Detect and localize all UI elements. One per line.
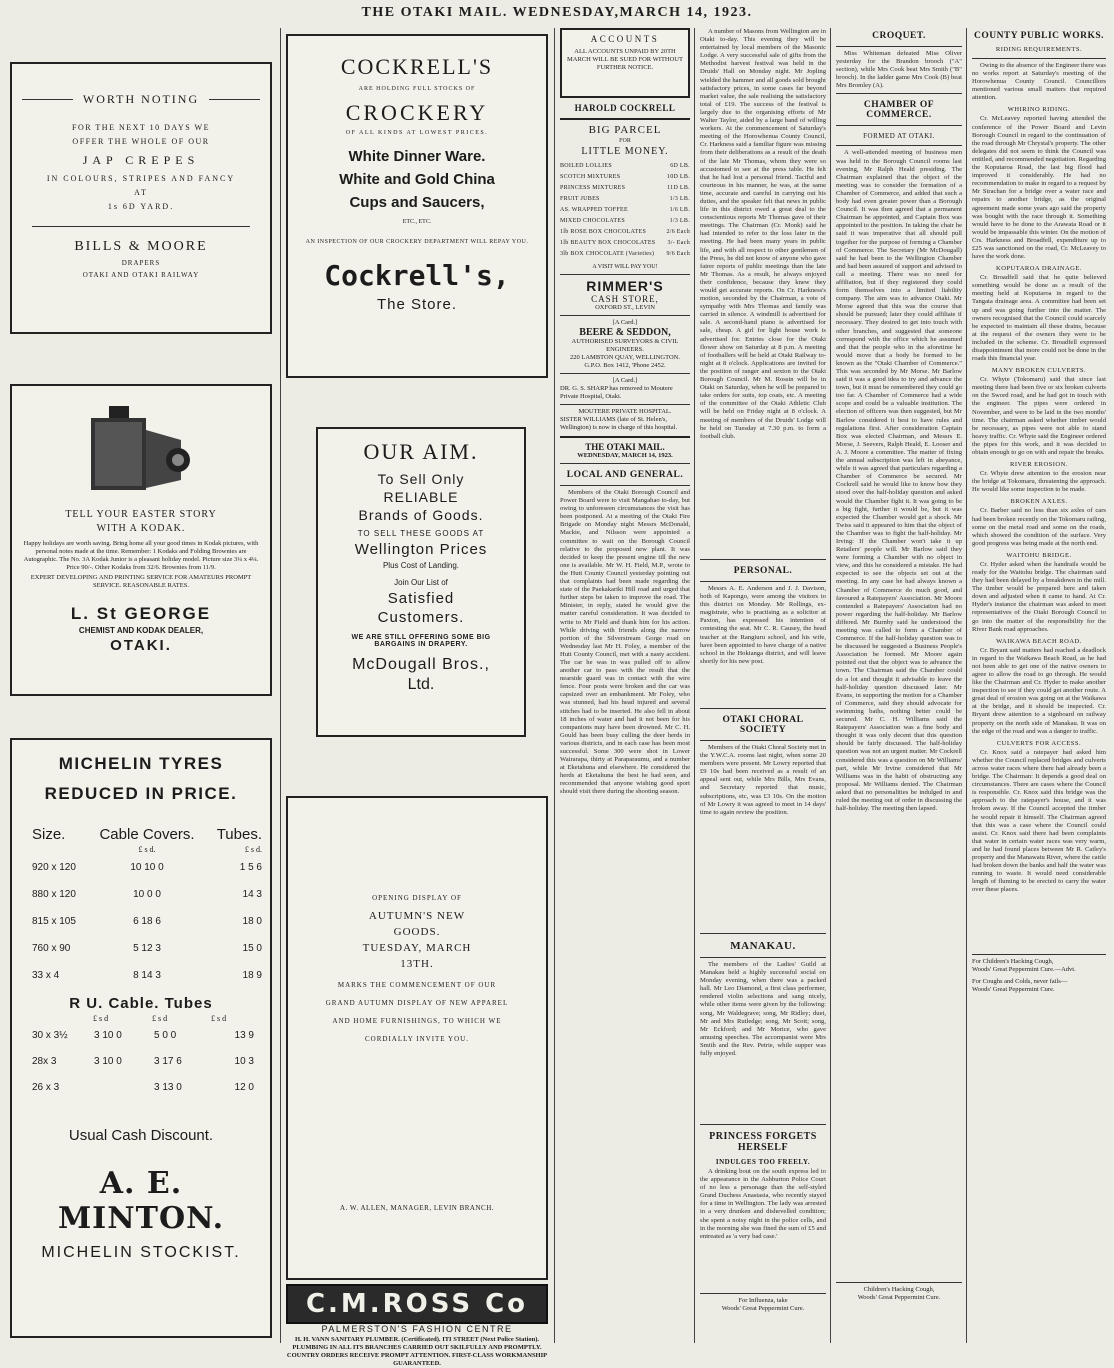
ad-cockrell (286, 34, 548, 378)
currency-label: £ s d (211, 1014, 227, 1023)
mcdougall-ltd: Ltd. (407, 676, 435, 693)
parcel-item (560, 216, 690, 227)
col-head-tubes: Tubes. (216, 826, 262, 843)
works-heading: COUNTY PUBLIC WORKS. (973, 31, 1105, 41)
row-tube: 10 3 (234, 1056, 254, 1067)
sharp-notice: DR. G. S. SHARP has removed to Moutere Private Hospital, Otaki. (560, 385, 673, 400)
column-rule (694, 28, 695, 1343)
works-body: Cr. McLeavey reported having attended the conference of the Power Board and Levin Borough Council in regard to the continuation of the road through Mr Chrystal's property. The other delegates did not seem to think the Council was entitled, and recommended negotiation. Regarding the Koputaroa Road, the last big flood had improved it considerably. He had no recommendation to make in regard to a request by Mr Strachan for a bridge over a water race and repairs to another bridge, as the original agreement made some years ago said the property was bought with the race through it. Something would have to be done to the Arawata Road or it would be impassable this winter. On the motion of Crs. Harkness and Broadfell, expenditure up to £25 was sanctioned on the road, Cr. McLeavey to have the work done. (972, 115, 1106, 261)
section-heading: MANY BROKEN CULVERTS. (991, 367, 1087, 375)
cough-ad: For Children's Hacking Cough, (972, 957, 1054, 965)
mcdougall-line: Customers. (377, 609, 465, 626)
mross-tagline: PALMERSTON'S FASHION CENTRE (321, 1324, 513, 1334)
michelin-row (12, 935, 270, 962)
kodak-headline: TELL YOUR EASTER STORY (65, 509, 217, 520)
chamber-heading: CHAMBER OF COMMERCE. (863, 100, 935, 121)
visit-line: A VISIT WILL PAY YOU! (592, 264, 658, 270)
choral-body: Members of the Otaki Choral Society met in the Y.W.C.A. rooms last night, when some 20 members were present. Mr Lowry reported that £9 10s had been received as a result of an appeal sent out, while Mrs Bills, Mrs Evans, and Secretary reported that music, subscriptions, etc, was £3 10s. On the motion of Mr Lowry it was agreed to meet in 14 days' time to again review the position. (700, 744, 826, 816)
works-body: Cr. Barber said no less than six axles of cars had been broken recently on the Tokomaru railing, some on the metal road and some on the roads, which showed the condition of the surface. Very good progress was being made at the north end. (972, 507, 1106, 547)
paper-name: THE OTAKI MAIL. (585, 442, 665, 452)
row-tube: 18 9 (242, 970, 262, 981)
ad-trade: DRAPERS (121, 259, 161, 267)
col-head-size: Size. (32, 826, 66, 843)
vann-line: PLUMBING IN ALL ITS BRANCHES CARRIED OUT SKILFULLY AND PROMPTLY. (292, 1344, 542, 1351)
column-6 (972, 28, 1106, 994)
princess-body: A drinking bout on the south express led to the appearance in the Ashburton Police Court of no less a personage than the self-styled Grand Duchess Anastasia, who recently stayed for a time in Wellington. The lady was arrested in a very drunken and dishevelled condition; she spent a noisy night in the police cells, and in the morning she was fined the sum of £5 and entreated as 'a very bad case.' (700, 1168, 826, 1240)
row-cover: 3 10 0 (94, 1056, 122, 1067)
col-head-cable: Cable Covers. (99, 826, 195, 843)
kodak-dealer-name: L. St GEORGE (70, 604, 212, 623)
column-5 (836, 28, 962, 1302)
rimmer-sub: CASH STORE, (591, 294, 659, 304)
personal-body: Messrs A. E. Anderson and J. J. Davison, both of Kapongo, were among the visitors to this district on Monday. Mr Rollings, ex-magistrate, who is practising as a solicitor at Paxton, has expressed his intention of contesting the seat. Mr C. R. Causey, the head teacher at the Rangiuru school, and his wife, have been appointed to have charge of a native school in the Hokianga district, and will leave shortly for his new post. (700, 585, 826, 665)
ru-row (12, 1023, 270, 1049)
vann-line: COUNTRY ORDERS RECEIVE PROMPT ATTENTION. (286, 1352, 451, 1359)
manakau-body: The members of the Ladies' Guild at Manakau held a highly successful social on Monday evening, when there was a packed hall. Mr Leo Diamond, a first class performer, rendered violin selections and sang nicely, while other items were given by the following: song, Mr Waldegrave; song, Mr Ridley; duet, Mr and Mrs Rutledge; song, Mr Scott; song, Mr Eckford; and Mr Morice, who gave amusing speeches. The accompanist were Mrs Smith and the Rev. Petrie, while supper was fully enjoyed. (700, 961, 826, 1058)
works-body: Cr. Hyder asked when the handrails would be ready for the Waitohu bridge. The chairman said they had been delayed by a breakdown in the mill. The timber would be prepared here and taken down and adjusted when it came to hand. At Cr. Hyder's instance the chairman was asked to meet representatives of the Otaki Borough Council to go into the matter of the responsibility for the River Bank road approaches. (972, 560, 1106, 633)
ad-line: FOR THE NEXT 10 DAYS WE (72, 123, 210, 132)
ad-address: OTAKI AND OTAKI RAILWAY (82, 271, 200, 279)
ad-title: WORTH NOTING (82, 92, 200, 106)
column-rule (966, 28, 967, 1343)
mcdougall-line: Join Our List of (394, 578, 448, 587)
section-heading: BROKEN AXLES. (1010, 498, 1068, 506)
works-body: Cr. Whyte drew attention to the erosion near the bridge at Tokomaru, threatening the approach. He would like some inspection to be made. (972, 470, 1106, 494)
ad-price: 1s 6D YARD. (107, 202, 175, 211)
mcdougall-title: OUR AIM. (363, 439, 479, 464)
section-heading: WAIKAWA BEACH ROAD. (996, 637, 1082, 645)
kodak-dealer-town: OTAKI. (110, 637, 172, 654)
mcdougall-line: Brands of Goods. (358, 507, 484, 523)
ru-row (12, 1075, 270, 1101)
rimmer-title: RIMMER'S (586, 278, 664, 294)
cockrell-line: White and Gold China (339, 171, 495, 188)
ad-accounts (560, 28, 690, 98)
item-price: 10D LB. (666, 174, 690, 180)
row-cover-2: 3 13 0 (154, 1082, 182, 1093)
row-tube: 14 3 (242, 889, 262, 900)
ad-vann (286, 1336, 548, 1367)
item-price: 6D LB. (670, 163, 690, 169)
ru-title: R U. Cable. Tubes (69, 995, 213, 1012)
row-cover: 3 10 0 (94, 1030, 122, 1041)
woods-ad: Woods' Great Peppermint Cure. (972, 985, 1055, 993)
item-name: SCOTCH MIXTURES (560, 174, 621, 180)
item-price: 11D LB. (667, 185, 690, 191)
ad-mcdougall (316, 427, 526, 737)
works-body: Cr. Bryant said matters had reached a deadlock in regard to the Waikawa Beach Road, as he had not been able to get one of the native owners to agree to allow the road to go through. He would like the Chairman and Cr. Hyder to make another inspection to see if they could get another route. A great deal of erosion was going on at the Waikawa at the bridge, and it should be inspected. Cr. Bryant drew attention to a signboard on railway property on the north side of Manakau. It was on the edge of the road and was a danger to traffic. (972, 646, 1106, 735)
card-label: [A Card.] (612, 377, 638, 384)
column-3 (560, 28, 690, 798)
accounts-sign: HAROLD COCKRELL (574, 103, 676, 113)
vann-cert: (Certificated). (401, 1336, 441, 1343)
ad-product: JAP CREPES (82, 153, 200, 167)
personal-heading: PERSONAL. (733, 566, 793, 576)
manakau-heading: MANAKAU. (730, 940, 796, 952)
parcel-item (560, 205, 690, 216)
item-name: BOILED LOLLIES (560, 163, 613, 169)
news-body: A number of Masons from Wellington are in Otaki to-day. This evening they will be entertained by local members of the Masonic Lodge. A very successful sale of gifts from the Methodist harvest festival was held in the Druids' Hall on Monday night. Mr Jopling wielded the hammer and all goods sold brought satisfactory prices, in some cases far beyond market value, the sale realising the satisfactory total of £19. The success of the festival is largely due to the organising efforts of Mr Walter Taylor, aided by a large band of willing workers. At the commencement of Saturday's meeting of the Horowhenua County Council, Cr. Harkness said a familiar figure was missing from their deliberations as a result of the death of the late Mr Thomas, whom they were so accustomed to see at the press table. He felt that he had lost a personal friend. Tactful and courteous in his manner, he was, at the same time, accurate and careful in carrying out his duties, and the speaker felt that news in public life in this district owed a great deal to the conscientious reports Mr Thomas gave of their meetings. The Chairman (Cr. Monk) said he had intended to refer to the loss later in the meeting. He had been many years in public life, and with all respect to other gentlemen of the Press, he did not know of anyone who gave fairer reports of public meetings than the late Mr Thomas. As a result, he always enjoyed their confidence, because they knew they would get accurate reports. On Cr. Harkness's motion, seconded by the Chairman, a vote of sympathy with Mrs Thomas and family was carried in silence. A windmill is advertised for sale. A second-hand piano is advertised for sale, cheap. A girl for light house work is advertised for. Entries close for the Otaki flower show on Saturday at 8 p.m. A meeting of footballers will be held at Otaki Railway to-night at 8 o'clock. Applications are invited for the position of ranger and sexton to the Otaki Borough Council. Mr M. Rossin will be in Otaki on Saturday, when he will be prepared to take orders for suits, top coats, etc. A meeting of the committee of the Otaki Athletic Club will be held on Friday night at 8 o'clock. A meeting of members of the Druids' Lodge will be held on Tuesday at 7.30 p.m. to form a football club. (700, 28, 826, 440)
column-rule (280, 28, 281, 1343)
item-name: AS. WRAPPED TOFFEE (560, 207, 628, 213)
masthead: THE OTAKI MAIL. WEDNESDAY,MARCH 14, 1923. (361, 5, 753, 20)
section-heading: KOPUTAROA DRAINAGE. (996, 265, 1082, 273)
allen-line: AUTUMN'S NEW (368, 910, 466, 922)
row-size: 920 x 120 (32, 862, 76, 873)
mcdougall-line: WE ARE STILL OFFERING SOME BIG BARGAINS IN DRAPERY. (351, 634, 491, 648)
ad-allen (286, 796, 548, 1280)
michelin-title: REDUCED IN PRICE. (44, 784, 238, 803)
michelin-row (12, 908, 270, 935)
column-4 (700, 28, 826, 1313)
michelin-row (12, 962, 270, 989)
mcdougall-line: To Sell Only (377, 471, 465, 487)
allen-line: TUESDAY, MARCH (362, 942, 472, 954)
item-name: 1lb BEAUTY BOX CHOCOLATES (560, 240, 656, 246)
ru-row (12, 1049, 270, 1075)
kodak-service: EXPERT DEVELOPING AND PRINTING SERVICE FOR AMATEURS PROMPT SERVICE. REASONABLE RATES. (30, 574, 252, 589)
parcel-item (560, 183, 690, 194)
row-size: 26 x 3 (32, 1082, 60, 1093)
currency-label: £ s d. (244, 845, 262, 854)
row-cover-2: 5 0 0 (154, 1030, 177, 1041)
works-body: Owing to the absence of the Engineer there was no works report at Saturday's meeting of the Horowhenua County Council. Councillors mentioned various small matters that required attention. (972, 62, 1106, 102)
michelin-stockist: MICHELIN STOCKIST. (41, 1244, 241, 1261)
mcdougall-line: Plus Cost of Landing. (382, 561, 460, 570)
cockrell-name: Cockrell's, (324, 259, 510, 292)
kodak-camera-icon (81, 400, 201, 505)
choral-heading: OTAKI CHORAL SOCIETY (722, 715, 804, 735)
colds-ad: For Coughs and Colds, never fails— (972, 977, 1068, 985)
local-general-body: Members of the Otaki Borough Council and Power Board were to visit Mangahao to-day, but owing to unforeseen circumstances the visit has been postponed. At a meeting of the Otaki Fire Brigade on Monday night Messrs McDonald, Mackie, and Nilsson were appointed a committee to wait on the Borough Council relative to the proposed new plant. It was decided to keep the present engine till the new one is available. Mr W. H. Field, M.P., wrote to the Hutt County Council yesterday pointing out that complaints had been made regarding the state of the Paekakariki Hill road and urged that further steps be taken to improve the road. The Minister, in reply, stated he would give the matter careful consideration. It was decided to write to Mr Field and thank him for his action. While driving with friends along the narrow portion of the Silverstream Gorge road on Wednesday last Mr H. Foley, a member of the Hutt County Council, met with a nasty accident. The car he was in was pulled off to allow another car to pass with the result that the nearside guard was in contact with the wire fence. Four posts were broken and the car was capsized over an embankment. Mr Foley, who was stunned, had his head injured and several stitches had to be inserted. He also fell in about 18 inches of water and had it not been for his companions may have been drowned. Mr C. H. Gould has been busy culling the deer herds in various districts, and in each case has been most successful. Some 300 were shot in Lower Wairarapa, thirty at Paraparaumu, and a number at Eketahuna and elsewhere. He considered the herds at Eketahuna the best he had seen, and recommended that anyone wishing good sport should visit there during the shooting season. (560, 489, 690, 796)
kodak-body: Happy holidays are worth saving. Bring home all your good times in Kodak pictures, with personal notes made at the time. Remember: 1 Kodaks and Folding Brownies are Autographic. The No. 3A Kodak Junior is a pleasant holiday model. Picture size 3¼ x 4¼. Price 90/-. Other Kodaks from 32/6. Brownies from 11/9. (23, 540, 259, 571)
row-size: 815 x 105 (32, 916, 76, 927)
row-size: 33 x 4 (32, 970, 60, 981)
item-price: 1/6 LB. (669, 207, 690, 213)
cockrell-sub: ARE HOLDING FULL STOCKS OF (358, 86, 476, 92)
row-cover: 8 14 3 (133, 970, 161, 981)
kodak-dealer-trade: CHEMIST AND KODAK DEALER, (78, 626, 204, 635)
vann-addr: ITI STREET (Next Police Station). (442, 1336, 540, 1343)
works-body: Cr. Broadfell said that he quite believed something would be done as a result of the meeting held at Koputaroa in regard to the Tangata drainage area. A committee had been set up and was going further into the matter. The owners recognised that the Council could scarcely be expected to maintain all these drains, because at the request of the owners they were to be included in the scheme. Cr. Broadfell expressed disappointment that more could not be done in the roads this financial year. (972, 274, 1106, 363)
accounts-title: ACCOUNTS (590, 34, 660, 44)
mcdougall-name: McDougall Bros., (352, 656, 490, 673)
michelin-row (12, 881, 270, 908)
works-body: Cr. Whyte (Tokomaru) said that since last meeting there had been five or six broken culverts on the Sword road, and he had got in touch with the engineer. The pipes were ordered in November, and were to be laid in the two months' time. The chairman asked whether timber would be necessary, as pipes were not able to stand heavy traffic. Cr. Whyte said the Engineer ordered the pipes for this work, and it was decided to obtain enough to go on with and repair the breaks. (972, 376, 1106, 457)
influenza-ad: For Influenza, take (738, 1297, 788, 1304)
mcdougall-line: Wellington Prices (354, 541, 488, 558)
section-heading: RIVER EROSION. (1010, 461, 1068, 469)
allen-line: GOODS. (393, 926, 441, 938)
princess-subheading: INDULGES TOO FREELY. (715, 1158, 811, 1166)
row-tube: 12 0 (234, 1082, 254, 1093)
cockrell-line: Cups and Saucers, (349, 194, 485, 211)
michelin-dealer: A. E. MINTON. (57, 1166, 225, 1236)
row-size: 28x 3 (32, 1056, 57, 1067)
cockrell-sub: OF ALL KINDS AT LOWEST PRICES. (345, 130, 489, 136)
ad-line: IN COLOURS, STRIPES AND FANCY (46, 174, 236, 183)
parcel-item (560, 238, 690, 249)
works-subheading: RIDING REQUIREMENTS. (995, 46, 1083, 53)
column-rule (554, 28, 555, 1343)
row-tube: 1 5 6 (239, 862, 262, 873)
section-heading: CULVERTS FOR ACCESS. (996, 739, 1082, 747)
woods-ad: Woods' Great Peppermint Cure.—Advt. (972, 965, 1076, 973)
paper-date: WEDNESDAY, MARCH 14, 1923. (577, 452, 673, 459)
cockrell-title: COCKRELL'S (340, 54, 494, 79)
parcel-item (560, 249, 690, 260)
currency-label: £ s d (151, 1014, 168, 1023)
cough-ad: Children's Hacking Cough, (863, 1286, 935, 1294)
cockrell-etc: ETC., ETC. (402, 219, 432, 225)
local-general-heading: LOCAL AND GENERAL. (566, 470, 684, 480)
row-cover: 6 18 6 (133, 916, 161, 927)
row-cover (94, 1075, 154, 1101)
item-name: 3lb BOX CHOCOLATE (Varieties) (560, 251, 655, 257)
parcel-for: FOR (619, 138, 631, 144)
beere-sub: AUTHORISED SURVEYORS & CIVIL ENGINEERS. (571, 338, 679, 353)
row-tube: 18 0 (242, 916, 262, 927)
ad-line: AT (134, 188, 148, 197)
allen-line: 13TH. (400, 958, 434, 970)
parcel-item (560, 227, 690, 238)
row-cover-2: 3 17 6 (154, 1056, 182, 1067)
row-cover: 10 10 0 (130, 862, 164, 873)
row-size: 760 x 90 (32, 943, 71, 954)
currency-label: £ s d. (138, 845, 156, 854)
michelin-title: MICHELIN TYRES (58, 754, 224, 773)
item-price: 1/3 LB. (669, 218, 690, 224)
kodak-headline: WITH A KODAK. (96, 523, 186, 534)
parcel-title: BIG PARCEL (588, 124, 662, 136)
works-body: Cr. Knox said a ratepayer had asked him whether the Council replaced bridges and culverts across water races where there had already been a bridge. The Chairman: It depends a good deal on circumstances. There are cases where the Council is responsible. Cr. Knox said this bridge was the approach to the ratepayer's house, and it was broken away. If the Council accepted the timber he would repair it himself. The Chairman agreed that this was a case where the Council could assist. Cr. Knox said there had been complaints that water in certain water races was very warm, and he had found places between Mr R. Catley's property and the Manawatu River, where the cattle had broken down the banks and half the water was running to waste. It would need considerable length of fluming to be erected to carry the water over these places. (972, 748, 1106, 894)
princess-heading: PRINCESS FORGETS HERSELF (709, 1131, 817, 1153)
woods-ad: Woods' Great Peppermint Cure. (721, 1305, 805, 1312)
row-cover: 10 0 0 (133, 889, 161, 900)
ad-shop-name: BILLS & MOORE (74, 239, 208, 254)
michelin-row (12, 854, 270, 881)
item-name: MIXED CHOCOLATES (560, 218, 625, 224)
beere-box: G.P.O. Box 1412, 'Phone 2452. (584, 362, 666, 369)
row-tube: 15 0 (242, 943, 262, 954)
mcdougall-line: TO SELL THESE GOODS AT (357, 529, 485, 538)
row-size: 30 x 3½ (32, 1030, 68, 1041)
item-name: PRINCESS MIXTURES (560, 185, 626, 191)
card-label: [A Card.] (612, 319, 638, 326)
parcel-item (560, 161, 690, 172)
accounts-body: ALL ACCOUNTS UNPAID BY 20TH MARCH WILL BE SUED FOR WITHOUT FURTHER NOTICE. (567, 48, 683, 71)
williams-notice: SISTER WILLIAMS (late of St. Helen's, Wellington) is now in charge of this hospital. (560, 416, 678, 431)
parcel-sub: LITTLE MONEY. (581, 146, 669, 157)
mcdougall-line: Satisfied (387, 590, 455, 607)
item-price: 3/- Each (667, 240, 690, 246)
currency-label: £ s d (92, 1014, 109, 1023)
allen-sign: A. W. ALLEN, MANAGER, LEVIN BRANCH. (340, 1204, 494, 1212)
cockrell-store: The Store. (376, 296, 458, 313)
beere-addr: 220 LAMBTON QUAY, WELLINGTON. (570, 354, 680, 361)
allen-body: MARKS THE COMMENCEMENT OF OUR GRAND AUTUMN DISPLAY OF NEW APPAREL AND HOME FURNISHINGS, TO WHICH WE CORDIALLY INVITE YOU. (325, 981, 509, 1043)
croquet-body: Miss Whiteman defeated Miss Oliver yesterday for the Brandon brooch ("A" section), while Mrs Cook beat Mrs Smith ("B" brooch). In the ladder game Mrs Cook (B) beat Mrs Bromley (A). (836, 50, 962, 90)
section-heading: WHIRINO RIDING. (1007, 106, 1071, 114)
michelin-discount: Usual Cash Discount. (68, 1127, 214, 1144)
croquet-heading: CROQUET. (872, 31, 926, 41)
item-price: 2/6 Each (666, 229, 690, 235)
column-rule (830, 28, 831, 1343)
ad-kodak (10, 384, 272, 696)
item-name: FRUIT JUBES (560, 196, 600, 202)
cockrell-invite: AN INSPECTION OF OUR CROCKERY DEPARTMENT WILL REPAY YOU. (305, 239, 529, 245)
vann-trade: SANITARY PLUMBER. (331, 1336, 400, 1343)
woods-ad: Woods' Great Peppermint Cure. (857, 1294, 941, 1302)
cockrell-product: CROCKERY (345, 100, 489, 125)
row-tube: 13 9 (234, 1030, 254, 1041)
chamber-body: A well-attended meeting of business men was held in the Borough Council rooms last evening, Mr Ralph Heald presiding. The Chairman explained that the object of the meeting was to consider the formation of a Chamber of Commerce, and added that such a body had even greater power than a Borough Council. It was then agreed that a permanent Chairman be appointed, and Captain Box was appointed to the position. In taking the chair he said it was imperative that all should pull together for the purpose of forming a Chamber of Commerce. The Secretary (Mr McDougall) said he had been to the Wellington Chamber and had been assured of support and advised to call a meeting. There was no need for affiliation, but if they registered they could form themselves into a limited liability company. The aim was to advance Otaki. Mr Morse agreed that this was the course that should be pursued; later they could affiliate if necessary. They desired to get into touch with other branches, and suggested that someone correspond with the office which he assumed and that the people who in the aforetime he would move that a body be formed to be known as the "Otaki Chamber of Commerce." This was seconded by Mr Morse. Mr Barlow said it was a good idea to try and advance the town, but it must be remembered they could go too far. A Chamber of Commerce had a wide scope and could be a valuable institution. The election of officers was then suggested, but Mr Barlow considered it best to have rules and regulations first. After consideration Captain Box was elected Chairman, and Messrs E. Morse, J. Seevers, Ralph Heald, E. Looser and A. J. Moore a committee. The matter of fixing the annual subscription was left in abeyance, while it was agreed that particulars regarding a Chamber of Commerce be secured. Mr Cockrell said he would like to know how they stood over the half-holiday question and asked would the Chamber fight it. It was going to be a big fight, further it would be, but it was expected the Chamber would get a shock. Mr Twiss said it appeared to him that the object of the Chamber was to fight the half-holiday. Mr Irving: If the Chamber won't take it up Retailers' people will. Mr Barlow said they were forming a Chamber with no object in view, and this he considered a mistake. He had expected to see the objects set out at the meeting. In any case he had always known a Chamber of Commerce do much good, and favoured a Ratepayers' Association. Mr Moore contended a Ratepayers' Association had no power regarding the half-holiday. Mr Barlow differed. Mr Burnby said he understood the meeting was called to form a Chamber of Commerce. If the half-holiday question was to be discussed he suggested a Business People's Association be formed. Mr Moore again pointed out that the object was to advance the town. The Chairman said the Chamber could do a lot and thought it advisable to leave the half-holiday question discussed later. Mr Evans, in supporting the motion for a Chamber of Commerce, said they should advocate for swimming baths, nothing better could be secured. Mr C. H. Williams said the Ratepayers' Association was a fine body and thought it was only decent that this question should be fairly discussed. The half-holiday question was not an urgent matter. Mr Cockrell considered this was a question on Mr Williams' part, while Mr Irvine considered that Mr Williams was in the habit of obstructing any proposal. Mr Williams denied. The Chairman asked that no personalities be indulged in and ruled the meeting out of order in discussing the half-holiday. The meeting then lapsed. (836, 149, 962, 813)
ad-worth-noting (10, 62, 272, 334)
vann-name: H. H. VANN (294, 1336, 330, 1343)
row-cover: 5 12 3 (133, 943, 161, 954)
mcdougall-line: RELIABLE (383, 489, 459, 505)
vann-line: FIRST-CLASS WORKMANSHIP GUARANTEED. (393, 1352, 548, 1367)
beere-title: BEERE & SEDDON, (579, 327, 671, 338)
ad-michelin (10, 738, 272, 1338)
mross-logo: C.M.ROSS Co (286, 1284, 548, 1324)
moutere-title: MOUTERE PRIVATE HOSPITAL. (578, 408, 672, 415)
cockrell-line: White Dinner Ware. (348, 148, 486, 165)
item-price: 9/6 Each (666, 251, 690, 257)
rimmer-addr: OXFORD ST., LEVIN (595, 304, 655, 311)
section-heading: WAITOHU BRIDGE. (1006, 551, 1072, 559)
item-name: 1lb ROSE BOX CHOCOLATES (560, 229, 647, 235)
item-price: 1/3 LB. (669, 196, 690, 202)
row-size: 880 x 120 (32, 889, 76, 900)
parcel-item (560, 172, 690, 183)
parcel-item (560, 194, 690, 205)
allen-line: OPENING DISPLAY OF (372, 894, 462, 902)
ad-line: OFFER THE WHOLE OF OUR (72, 137, 210, 146)
chamber-subheading: FORMED AT OTAKI. (863, 132, 935, 141)
